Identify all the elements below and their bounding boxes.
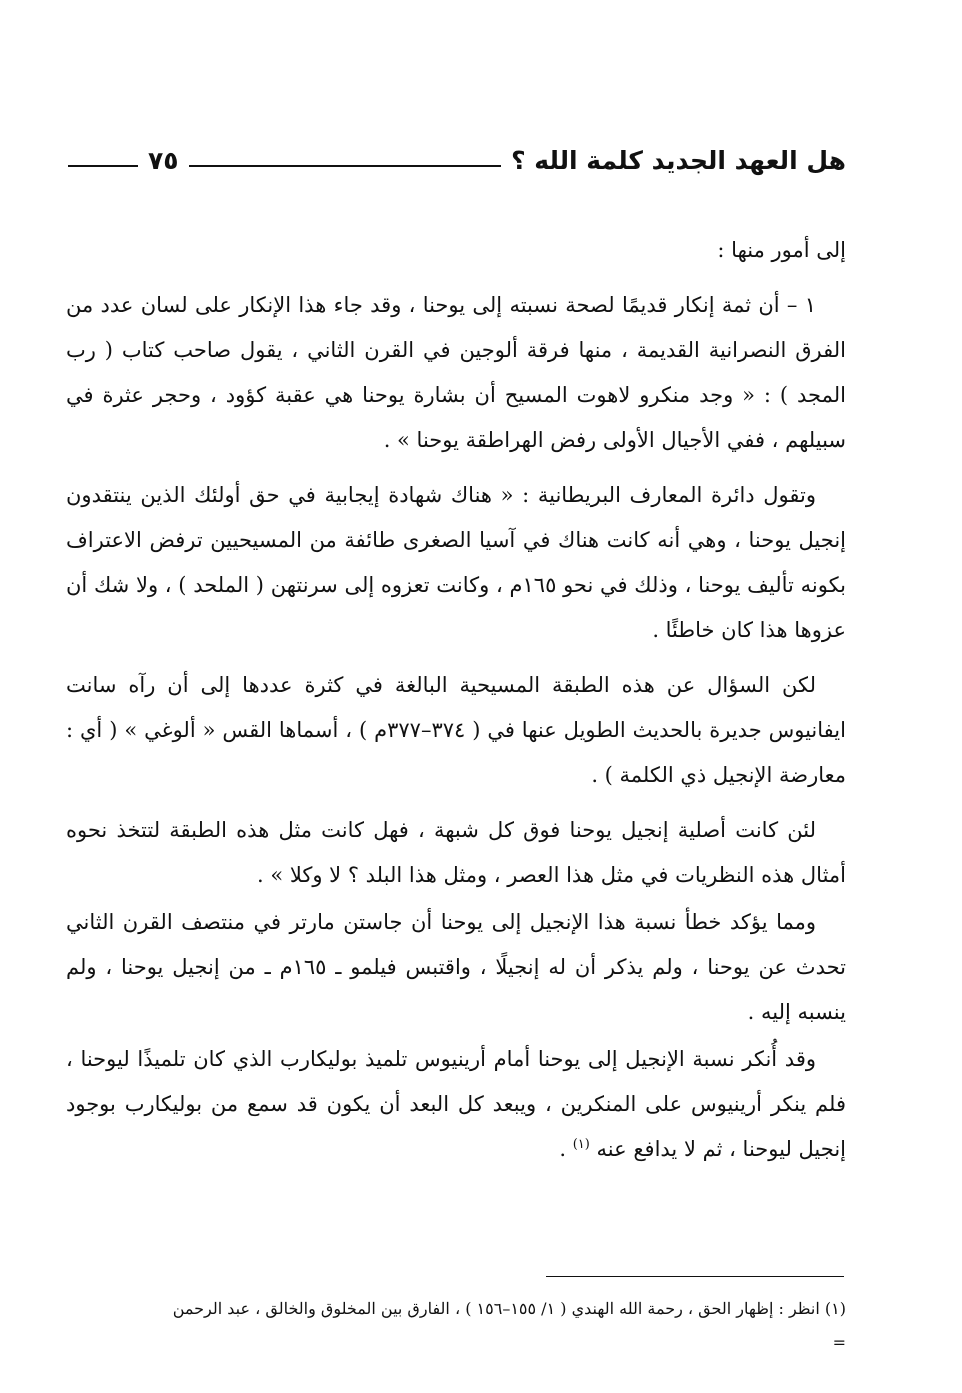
footnote-separator xyxy=(546,1276,844,1277)
footnote-reference[interactable]: (١) xyxy=(572,1137,590,1152)
page-number: ٧٥ xyxy=(148,145,179,175)
header-rule-end xyxy=(68,165,138,167)
header-title: هل العهد الجديد كلمة الله ؟ xyxy=(511,145,846,175)
footnote-continuation-mark: = xyxy=(832,1333,846,1352)
paragraph-irenaeus-end: . xyxy=(559,1137,573,1161)
paragraph-authenticity: لئن كانت أصلية إنجيل يوحنا فوق كل شبهة ، فهل كانت مثل هذه الطبقة لتتخذ نحوه أمثال هذه النظريات في مثل هذا العصر ، ومثل هذا البلد ؟ لا وكلا » . xyxy=(66,818,846,887)
header-rule xyxy=(189,165,502,167)
paragraph-irenaeus xyxy=(66,1037,846,1172)
footnote xyxy=(66,1292,846,1360)
paragraph-britannica-quote: وتقول دائرة المعارف البريطانية : « هناك شهادة إيجابية في حق أولئك الذين ينتقدون إنجيل يوحنا ، وهي أنه كانت هناك في آسيا الصغرى طائفة من المسيحيين ترفض الاعتراف بكونه تأليف يوحنا ، وذلك في نحو ١٦٥م ، وكانت تعزوه إلى سرنتهن ( الملحد ) ، ولا شك أن عزوها هذا كان خاطئًا . xyxy=(66,483,847,642)
paragraph-irenaeus-text: وقد أُنكر نسبة الإنجيل إلى يوحنا أمام أرينيوس تلميذ بوليكارب الذي كان تلميذًا ليوحنا ، فلم ينكر أرينيوس على المنكرين ، ويبعد كل البعد أن يكون قد سمع من بوليكارب بوجود إنجيل ليوحنا ، ثم لا يدافع عنه xyxy=(66,1047,846,1161)
paragraph-alogi: لكن السؤال عن هذه الطبقة المسيحية البالغة في كثرة عددها إلى أن رآه سانت ايفانيوس جديرة بالحديث الطويل عنها في ( ٣٧٤–٣٧٧م ) ، أسماها القس « ألوغي » ( أي : معارضة الإنجيل ذي الكلمة ) . xyxy=(66,673,846,787)
body-text xyxy=(66,228,846,1172)
paragraph-point-one: ١ – أن ثمة إنكار قديمًا لصحة نسبته إلى يوحنا ، وقد جاء هذا الإنكار على لسان عدد من الفرق النصرانية القديمة ، منها فرقة ألوجين في القرن الثاني ، يقول صاحب كتاب ( رب المجد ) : « وجد منكرو لاهوت المسيح أن بشارة يوحنا هي عقبة كؤود ، وحجر عثرة في سبيلهم ، ففي الأجيال الأولى رفض الهراطقة يوحنا » . xyxy=(66,293,846,452)
running-header xyxy=(68,140,846,180)
paragraph-intro: إلى أمور منها : xyxy=(717,238,846,262)
footnote-line: (١) انظر : إظهار الحق ، رحمة الله الهندي ( ١/ ١٥٥–١٥٦ ) ، الفارق بين المخلوق والخالق ، عبد الرحمن xyxy=(172,1299,846,1318)
paragraph-justin-martyr: ومما يؤكد خطأ نسبة هذا الإنجيل إلى يوحنا أن جاستن مارتر في منتصف القرن الثاني تحدث عن يوحنا ، ولم يذكر أن له إنجيلًا ، واقتبس فيلمو ـ ١٦٥م ـ من إنجيل يوحنا ، ولم ينسبه إليه . xyxy=(66,910,846,1024)
